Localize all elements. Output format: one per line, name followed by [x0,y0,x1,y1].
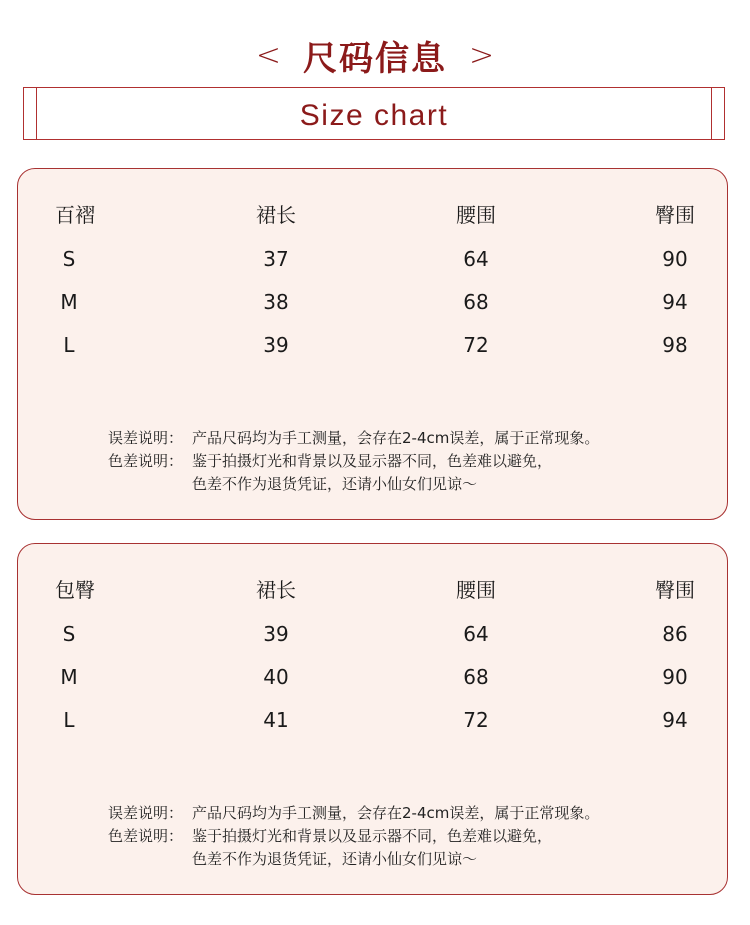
column-header-style: 百褶 [55,203,95,227]
column-header-hip: 臀围 [655,203,695,227]
measurement-notes [108,802,599,871]
size-table-bodycon [17,543,728,895]
length-cell: 37 [263,247,289,271]
error-note-text: 产品尺码均为手工测量，会存在2-4cm误差，属于正常现象。 [192,804,600,822]
color-note [108,450,599,473]
length-cell: 41 [263,708,289,732]
length-cell: 40 [263,665,289,689]
color-note-continuation: 色差不作为退货凭证，还请小仙女们见谅～ [192,475,478,493]
measurement-notes [108,427,599,496]
column-header-waist: 腰围 [456,578,496,602]
error-note-text: 产品尺码均为手工测量，会存在2-4cm误差，属于正常现象。 [192,429,600,447]
size-cell: S [62,622,76,646]
error-note [108,427,599,450]
color-note-text: 鉴于拍摄灯光和背景以及显示器不同，色差难以避免， [192,827,553,845]
page-title: 尺码信息 [303,38,447,79]
column-header-hip: 臀围 [655,578,695,602]
right-arrow-glyph: > [469,37,495,73]
error-note [108,802,599,825]
column-header-waist: 腰围 [456,203,496,227]
hip-cell: 98 [662,333,688,357]
size-chart-banner [23,87,725,140]
length-cell: 38 [263,290,289,314]
color-note-label: 色差说明： [108,452,184,470]
color-note-text: 鉴于拍摄灯光和背景以及显示器不同，色差难以避免， [192,452,553,470]
length-cell: 39 [263,622,289,646]
color-note-continuation: 色差不作为退货凭证，还请小仙女们见谅～ [192,850,478,868]
waist-cell: 68 [463,290,489,314]
size-cell: M [60,665,78,689]
size-table-pleated [17,168,728,520]
error-note-label: 误差说明： [108,804,184,822]
size-cell: L [63,708,75,732]
waist-cell: 72 [463,333,489,357]
hip-cell: 86 [662,622,688,646]
left-arrow-glyph: < [255,37,281,73]
column-header-length: 裙长 [256,578,296,602]
size-cell: M [60,290,78,314]
size-cell: L [63,333,75,357]
color-note-label: 色差说明： [108,827,184,845]
waist-cell: 64 [463,622,489,646]
hip-cell: 90 [662,247,688,271]
hip-cell: 94 [662,708,688,732]
error-note-label: 误差说明： [108,429,184,447]
waist-cell: 64 [463,247,489,271]
column-header-length: 裙长 [256,203,296,227]
hip-cell: 94 [662,290,688,314]
waist-cell: 72 [463,708,489,732]
length-cell: 39 [263,333,289,357]
size-cell: S [62,247,76,271]
page-title-row [0,30,750,80]
column-header-style: 包臀 [55,578,95,602]
size-chart-banner-text: Size chart [36,87,712,140]
waist-cell: 68 [463,665,489,689]
hip-cell: 90 [662,665,688,689]
color-note [108,825,599,848]
